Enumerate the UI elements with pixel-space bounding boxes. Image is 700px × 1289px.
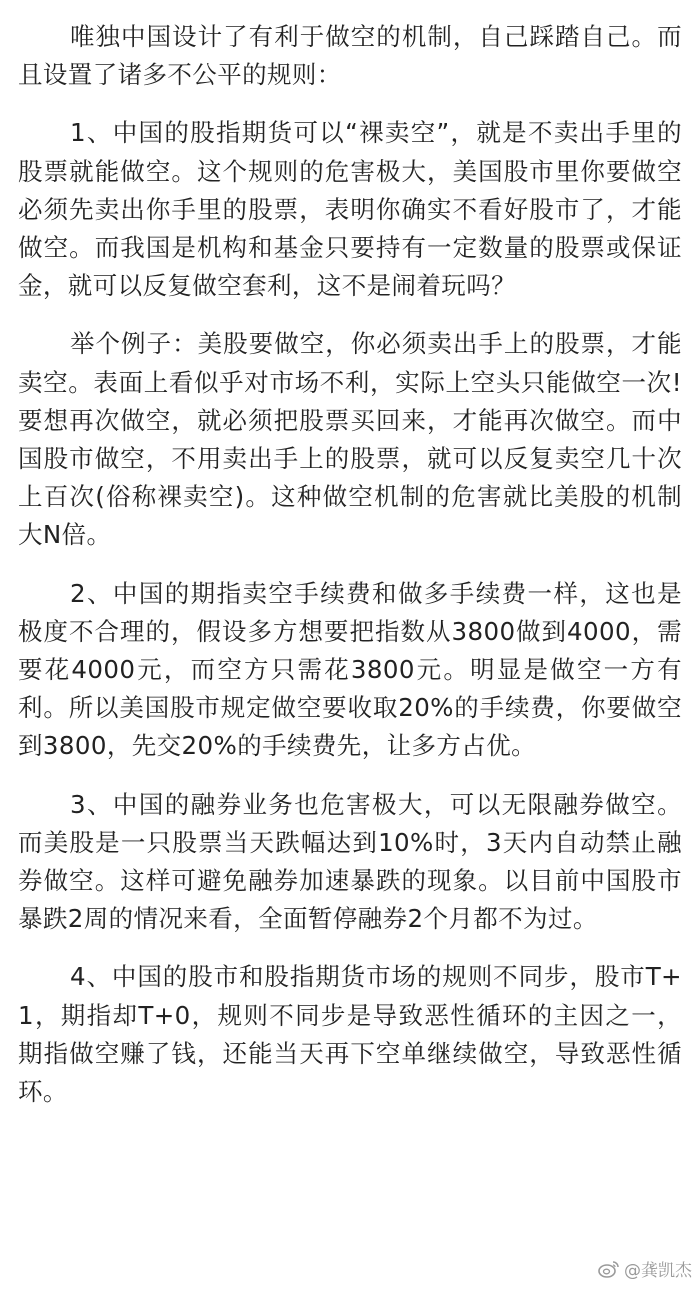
paragraph-example: 举个例子：美股要做空，你必须卖出手上的股票，才能卖空。表面上看似乎对市场不利，实际上空头只能做空一次!要想再次做空，就必须把股票买回来，才能再次做空。而中国股市做空，不用卖出手上的股票，就可以反复卖空几十次上百次(俗称裸卖空)。这种做空机制的危害就比美股的机制大N倍。 (18, 329, 682, 550)
paragraph-rule-2: 2、中国的期指卖空手续费和做多手续费一样，这也是极度不合理的，假设多方想要把指数从3800做到4000，需要花4000元，而空方只需花3800元。明显是做空一方有利。所以美国股市规定做空要收取20%的手续费，你要做空到3800，先交20%的手续费先，让多方占优。 (18, 578, 682, 761)
weibo-icon (598, 1260, 620, 1278)
paragraph-rule-4: 4、中国的股市和股指期货市场的规则不同步，股市T+1，期指却T+0，规则不同步是导致恶性循环的主因之一，期指做空赚了钱，还能当天再下空单继续做空，导致恶性循环。 (18, 962, 682, 1107)
article-body (18, 18, 682, 1131)
watermark-handle[interactable]: @龚凯杰 (624, 1261, 692, 1281)
paragraph-rule-3: 3、中国的融券业务也危害极大，可以无限融券做空。而美股是一只股票当天跌幅达到10%时，3天内自动禁止融券做空。这样可避免融券加速暴跌的现象。以目前中国股市暴跌2周的情况来看，全面暂停融券2个月都不为过。 (18, 789, 682, 934)
paragraph-rule-1: 1、中国的股指期货可以“裸卖空”，就是不卖出手里的股票就能做空。这个规则的危害极大，美国股市里你要做空必须先卖出你手里的股票，表明你确实不看好股市了，才能做空。而我国是机构和基金只要持有一定数量的股票或保证金，就可以反复做空套利，这不是闹着玩吗？ (18, 118, 682, 301)
weibo-watermark (598, 1256, 692, 1281)
paragraph-intro: 唯独中国设计了有利于做空的机制，自己踩踏自己。而且设置了诸多不公平的规则： (18, 22, 682, 90)
